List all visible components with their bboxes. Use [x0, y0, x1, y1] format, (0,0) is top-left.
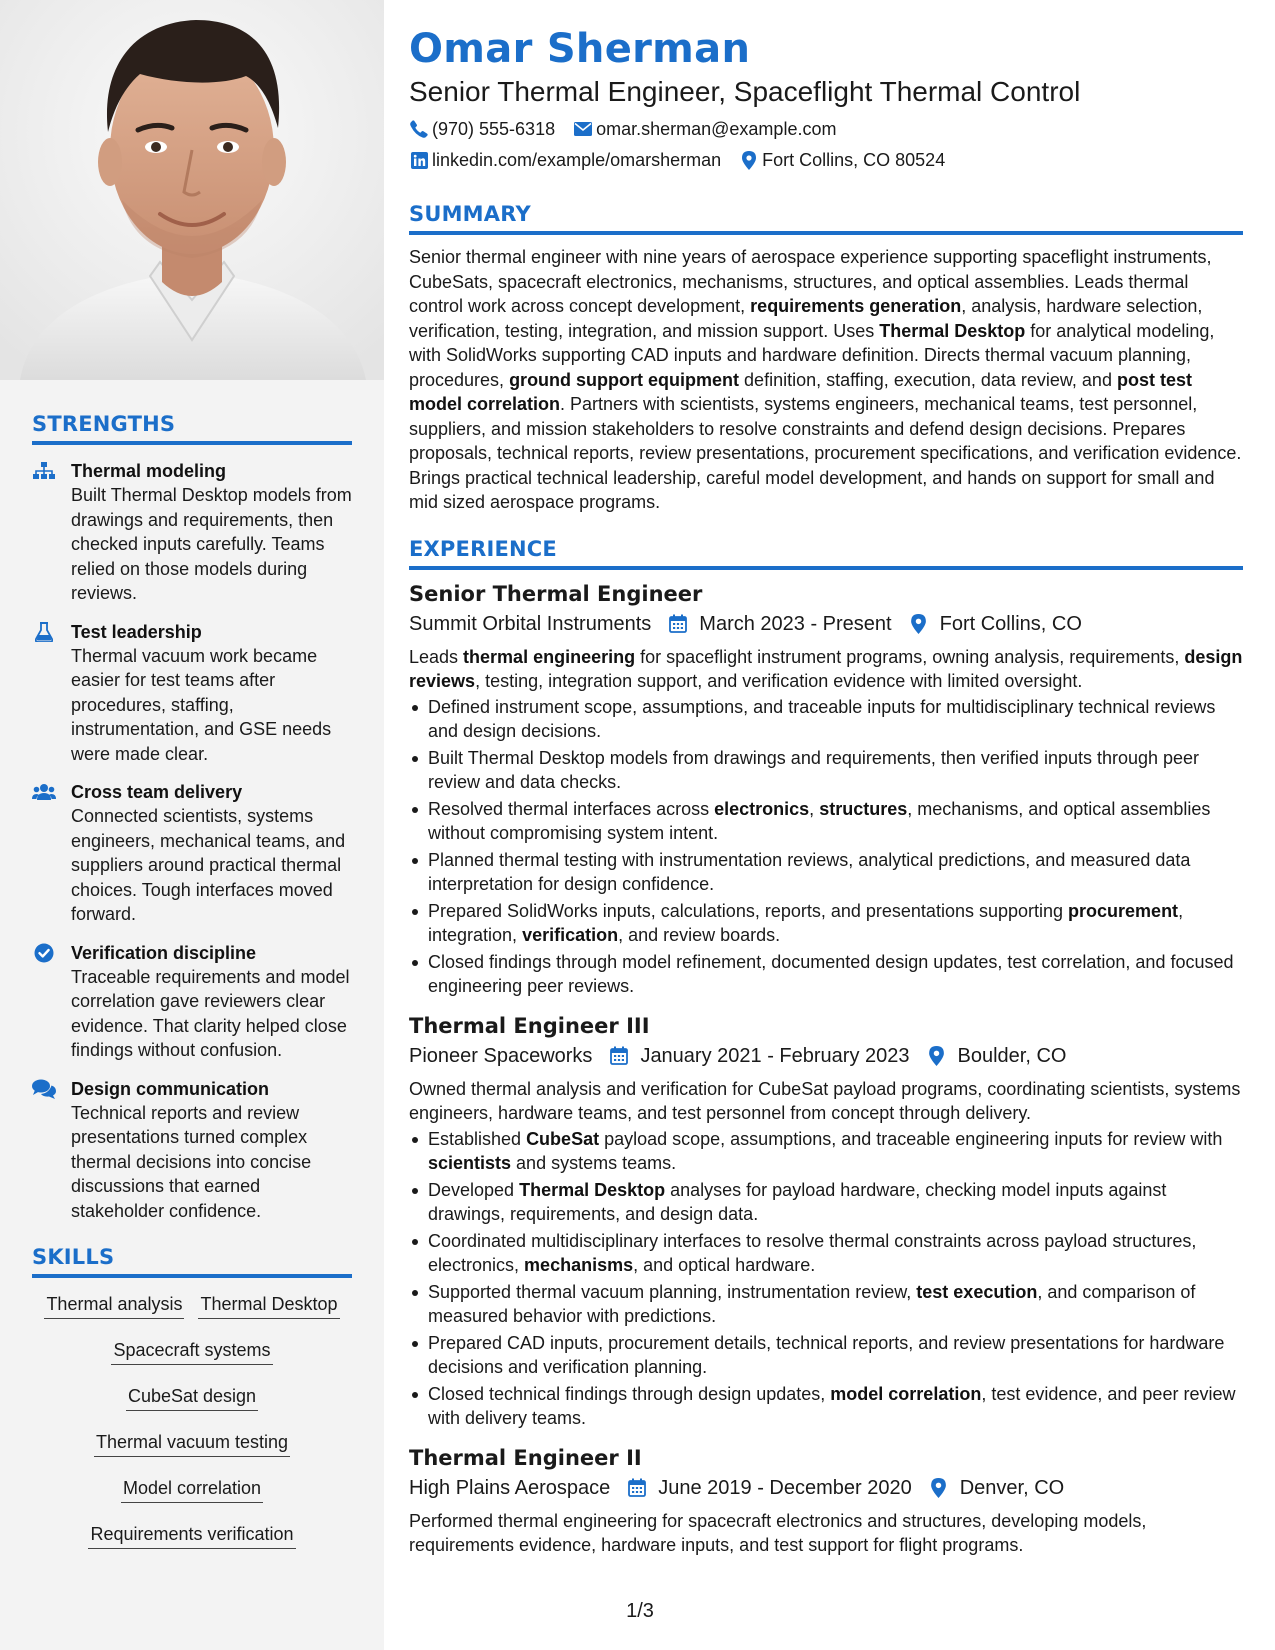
skill-tag: Spacecraft systems [111, 1338, 272, 1365]
job-bullet [409, 797, 1243, 845]
summary-heading: SUMMARY [409, 202, 1243, 235]
strength-desc: Thermal vacuum work became easier for test teams after procedures, staffing, instrumentation, and GSE needs were made clear. [71, 645, 332, 764]
job-entry [409, 1444, 1243, 1558]
bold-keyword: mechanisms [524, 1254, 634, 1275]
text-segment: Supported thermal vacuum planning, instrumentation review, [428, 1281, 917, 1302]
linkedin-text: linkedin.com/example/omarsherman [432, 150, 722, 170]
job-bullet [409, 746, 1243, 794]
strength-item [32, 780, 352, 927]
job-intro [409, 645, 1243, 694]
phone-icon [409, 119, 429, 139]
job-entry [409, 580, 1243, 998]
profile-photo [0, 0, 384, 380]
job-dates [626, 1474, 912, 1502]
calendar-icon [608, 1045, 630, 1067]
email-text: omar.sherman@example.com [596, 119, 837, 139]
bold-keyword: requirements generation [750, 296, 962, 316]
location-text: Fort Collins, CO 80524 [762, 150, 946, 170]
skills-list [32, 1292, 352, 1568]
job-bullet [409, 1127, 1243, 1175]
email-contact[interactable] [573, 117, 836, 141]
experience-heading: EXPERIENCE [409, 537, 1243, 570]
job-bullet [409, 1280, 1243, 1328]
job-company: Summit Orbital Instruments [409, 612, 652, 635]
text-segment: , and optical hardware. [633, 1254, 816, 1275]
text-segment: Defined instrument scope, assumptions, and traceable inputs for multidisciplinary technical reviews and design decisions. [428, 696, 1216, 741]
bold-keyword: scientists [428, 1152, 512, 1173]
bold-keyword: Thermal Desktop [879, 320, 1026, 341]
job-bullet [409, 899, 1243, 947]
job-company: Pioneer Spaceworks [409, 1044, 593, 1067]
text-segment: , test evidence, and peer review with delivery teams. [428, 1383, 1236, 1428]
skill-tag: Thermal analysis [44, 1292, 184, 1319]
job-bullet [409, 1178, 1243, 1226]
strength-title: Test leadership [71, 621, 202, 642]
job-bullet [409, 695, 1243, 743]
job-meta [409, 1474, 1243, 1502]
bold-keyword: post test model correlation [409, 369, 1192, 414]
job-bullet [409, 950, 1243, 998]
bold-keyword: structures [819, 798, 908, 819]
bold-keyword: thermal engineering [463, 646, 636, 667]
phone-text: (970) 555-6318 [432, 119, 556, 139]
job-dates-text: January 2021 - February 2023 [640, 1044, 910, 1067]
skill-tag: Requirements verification [88, 1522, 295, 1549]
map-pin-icon [739, 150, 759, 170]
job-title: Thermal Engineer II [409, 1445, 642, 1470]
main-content [409, 24, 1243, 1558]
strength-desc: Traceable requirements and model correlation gave reviewers clear evidence. That clarity helped close findings without confusion. [71, 966, 350, 1060]
job-location-text: Fort Collins, CO [939, 612, 1082, 635]
text-segment: , testing, integration support, and verification evidence with limited oversight. [475, 671, 1083, 691]
job-bullets [409, 1127, 1243, 1430]
bold-keyword: verification [522, 924, 619, 945]
skill-tag: CubeSat design [126, 1384, 258, 1411]
text-segment: Owned thermal analysis and verification for CubeSat payload programs, coordinating scientists, systems engineers, hardware teams, and test personnel from concept through delivery. [409, 1078, 1241, 1123]
job-location [928, 1474, 1064, 1502]
text-segment: Planned thermal testing with instrumentation reviews, analytical predictions, and measured data interpretation for design confidence. [428, 849, 1191, 894]
map-pin-icon [928, 1477, 950, 1499]
text-segment: . Partners with scientists, systems engineers, mechanical teams, test personnel, suppliers, and mission stakeholders to resolve constraints and defend design decisions. Prepares proposals, technical reports, review presentations, procurement specifications, and verification evidence. Brings practical technical leadership, careful model development, and hands on support for small and mid sized aerospace programs. [409, 394, 1242, 512]
job-location-text: Denver, CO [959, 1476, 1065, 1499]
job-meta [409, 610, 1243, 638]
bold-keyword: model correlation [830, 1383, 982, 1404]
strength-item [32, 1077, 352, 1224]
job-bullet [409, 848, 1243, 896]
calendar-icon [667, 613, 689, 635]
text-segment: Established [428, 1128, 527, 1149]
envelope-icon [573, 119, 593, 139]
skill-tag: Thermal vacuum testing [94, 1430, 290, 1457]
job-dates [667, 610, 891, 638]
summary-text [409, 245, 1243, 515]
job-location [926, 1042, 1067, 1070]
contact-row [409, 148, 1243, 172]
strength-item [32, 941, 352, 1063]
map-pin-icon [926, 1045, 948, 1067]
strength-item [32, 620, 352, 767]
strength-title: Cross team delivery [71, 782, 243, 802]
bold-keyword: CubeSat [526, 1128, 600, 1149]
text-segment: Leads [409, 646, 464, 667]
sidebar [0, 0, 384, 1650]
job-title: Senior Thermal Engineer [409, 581, 703, 606]
text-segment: , analysis, hardware selection, verification, testing, integration, and mission support. Uses [409, 296, 1203, 341]
text-segment: , integration, [428, 900, 1184, 945]
bold-keyword: design reviews [409, 646, 1243, 691]
strength-desc: Connected scientists, systems engineers, mechanical teams, and suppliers around practical thermal choices. Tough interfaces moved forward. [71, 806, 346, 924]
job-dates-text: March 2023 - Present [699, 612, 892, 635]
text-segment: Senior thermal engineer with nine years of aerospace experience supporting spaceflight instruments, CubeSats, spacecraft electronics, mechanisms, structures, and optical assemblies. Leads thermal control work across concept development, [409, 247, 1212, 316]
text-segment: Built Thermal Desktop models from drawings and requirements, then verified inputs through peer review and data checks. [428, 747, 1200, 792]
linkedin-icon [409, 150, 429, 170]
text-segment: Prepared CAD inputs, procurement details, technical reports, and review presentations for hardware decisions and verification planning. [428, 1332, 1225, 1377]
strength-title: Thermal modeling [71, 461, 227, 481]
job-intro [409, 1077, 1243, 1126]
strength-desc: Built Thermal Desktop models from drawings and requirements, then checked inputs carefully. Teams relied on those models during reviews. [71, 485, 352, 603]
job-company: High Plains Aerospace [409, 1476, 611, 1499]
bold-keyword: electronics [714, 798, 810, 819]
comments-icon [32, 1079, 56, 1099]
bold-keyword: ground support equipment [509, 369, 740, 390]
job-location-text: Boulder, CO [957, 1044, 1067, 1067]
skill-tag: Thermal Desktop [198, 1292, 339, 1319]
text-segment: , and review boards. [618, 924, 781, 945]
candidate-name: Omar Sherman [409, 26, 751, 72]
job-dates [608, 1042, 909, 1070]
flask-icon [32, 622, 56, 642]
job-bullet [409, 1382, 1243, 1430]
text-segment: payload scope, assumptions, and traceable engineering inputs for review with [599, 1128, 1223, 1149]
bold-keyword: test execution [916, 1281, 1038, 1302]
strength-title: Design communication [71, 1078, 270, 1099]
strength-desc: Technical reports and review presentations turned complex thermal decisions into concise discussions that earned stakeholder confidence. [71, 1102, 312, 1221]
page-number: 1/3 [626, 1600, 654, 1622]
strengths-heading: STRENGTHS [32, 412, 352, 445]
text-segment: analyses for payload hardware, checking model inputs against drawings, requirements, and design data. [428, 1179, 1167, 1224]
text-segment: for analytical modeling, with SolidWorks supporting CAD inputs and hardware definition. Directs thermal vacuum planning, procedures, [409, 320, 1215, 390]
candidate-headline: Senior Thermal Engineer, Spaceflight Thermal Control [409, 76, 1081, 107]
job-location [908, 610, 1082, 638]
users-icon [32, 782, 56, 802]
job-dates-text: June 2019 - December 2020 [658, 1476, 912, 1499]
check-circle-icon [32, 943, 56, 963]
text-segment: Prepared SolidWorks inputs, calculations, reports, and presentations supporting [428, 900, 1069, 921]
job-bullets [409, 695, 1243, 998]
strength-item [32, 459, 352, 606]
bold-keyword: procurement [1068, 900, 1179, 921]
text-segment: Coordinated multidisciplinary interfaces to resolve thermal constraints across payload structures, electronics, [428, 1230, 1197, 1275]
text-segment: and systems teams. [511, 1152, 677, 1173]
bold-keyword: Thermal Desktop [519, 1179, 666, 1200]
text-segment: Closed technical findings through design updates, [428, 1383, 831, 1404]
text-segment: Resolved thermal interfaces across [428, 798, 715, 819]
text-segment: , and comparison of measured behavior with predictions. [428, 1281, 1196, 1326]
text-segment: , mechanisms, and optical assemblies without compromising system intent. [428, 798, 1211, 843]
job-intro [409, 1509, 1243, 1558]
skills-heading: SKILLS [32, 1245, 352, 1278]
phone-contact[interactable] [409, 117, 555, 141]
job-title: Thermal Engineer III [409, 1013, 650, 1038]
text-segment: Closed findings through model refinement, documented design updates, test correlation, and focused engineering peer reviews. [428, 951, 1234, 996]
skill-tag: Model correlation [121, 1476, 263, 1503]
contact-row [409, 117, 1243, 141]
map-pin-icon [908, 613, 930, 635]
job-bullet [409, 1331, 1243, 1379]
job-meta [409, 1042, 1243, 1070]
sitemap-icon [32, 461, 56, 481]
text-segment: definition, staffing, execution, data review, and [739, 369, 1117, 390]
sidebar-content [32, 412, 352, 1568]
location-contact [739, 148, 945, 172]
strength-title: Verification discipline [71, 942, 257, 963]
job-bullet [409, 1229, 1243, 1277]
experience-list [409, 580, 1243, 1558]
text-segment: Performed thermal engineering for spacecraft electronics and structures, developing models, requirements evidence, hardware inputs, and test support for flight programs. [409, 1510, 1147, 1555]
calendar-icon [626, 1477, 648, 1499]
linkedin-contact[interactable] [409, 148, 721, 172]
text-segment: Developed [428, 1179, 520, 1200]
text-segment: , [809, 798, 820, 819]
job-entry [409, 1012, 1243, 1430]
text-segment: for spaceflight instrument programs, owning analysis, requirements, [635, 646, 1185, 667]
